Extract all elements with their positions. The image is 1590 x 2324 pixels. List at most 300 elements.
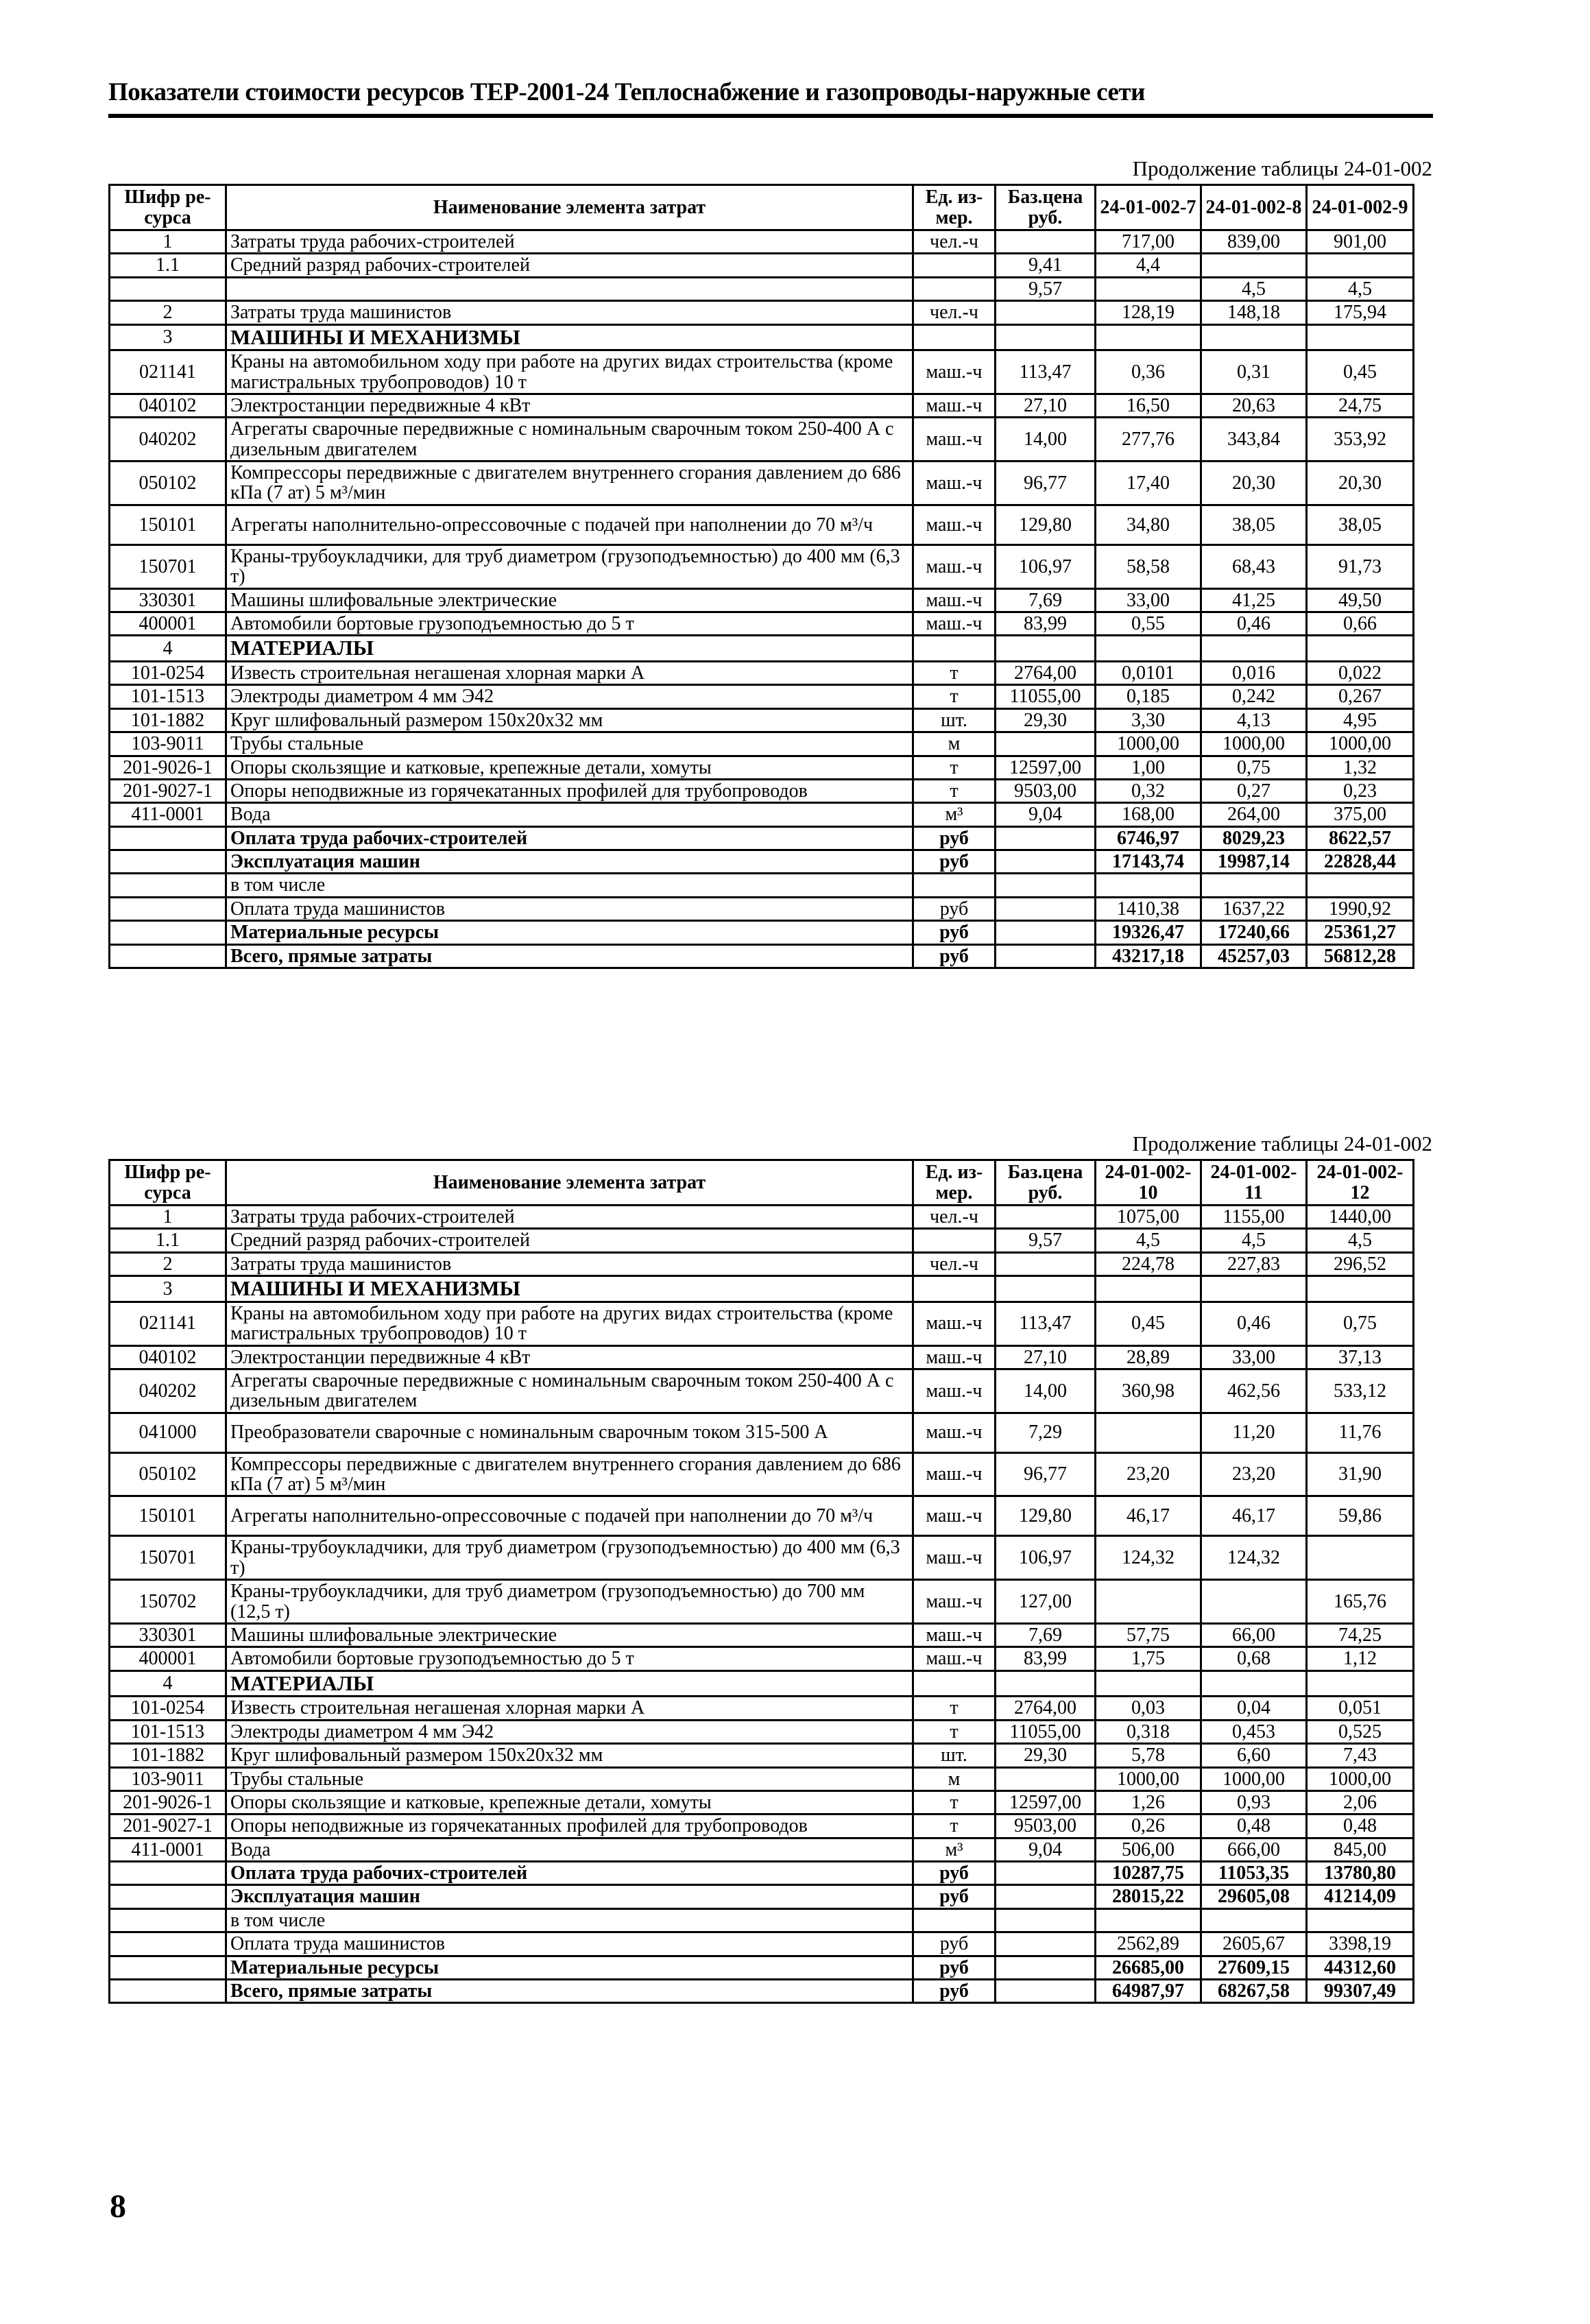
cell-base-price: 2764,00 <box>996 661 1096 684</box>
cell-base-price: 12597,00 <box>996 756 1096 779</box>
cell-value-3: 0,23 <box>1307 779 1414 802</box>
cell-value-2 <box>1201 1908 1307 1932</box>
cell-name: Эксплуатация машин <box>226 850 913 874</box>
cell-code: 150702 <box>110 1580 226 1624</box>
cell-base-price <box>996 921 1096 944</box>
header-code: Шифр ре-сурса <box>110 1160 226 1206</box>
cell-value-2: 0,46 <box>1201 612 1307 636</box>
cell-unit: маш.-ч <box>913 1413 996 1452</box>
cell-code: 101-1882 <box>110 1744 226 1767</box>
cell-base-price <box>996 324 1096 350</box>
cell-value-3: 11,76 <box>1307 1413 1414 1452</box>
table-row <box>110 1956 1414 1979</box>
cell-value-1: 0,45 <box>1096 1302 1201 1345</box>
cell-code: 101-1513 <box>110 685 226 708</box>
cell-value-2: 68,43 <box>1201 544 1307 588</box>
table-row <box>110 944 1414 968</box>
cell-base-price <box>996 850 1096 874</box>
cell-value-3: 1,32 <box>1307 756 1414 779</box>
table-row <box>110 324 1414 350</box>
cell-code: 021141 <box>110 350 226 394</box>
cell-value-1: 1000,00 <box>1096 1767 1201 1790</box>
cell-base-price <box>996 1862 1096 1885</box>
cell-code: 103-9011 <box>110 1767 226 1790</box>
cell-code: 2 <box>110 301 226 324</box>
cell-value-3 <box>1307 1670 1414 1697</box>
cell-value-1: 43217,18 <box>1096 944 1201 968</box>
cell-value-2: 2605,67 <box>1201 1932 1307 1956</box>
table-row <box>110 612 1414 636</box>
cell-value-2 <box>1201 1276 1307 1302</box>
cell-value-2: 38,05 <box>1201 505 1307 544</box>
cell-name: Вода <box>226 1838 913 1861</box>
cell-base-price: 7,29 <box>996 1413 1096 1452</box>
cell-code: 201-9026-1 <box>110 1790 226 1814</box>
cell-unit: маш.-ч <box>913 1647 996 1670</box>
cell-base-price <box>996 1932 1096 1956</box>
table-row <box>110 874 1414 897</box>
cell-code: 3 <box>110 324 226 350</box>
cell-name: Электроды диаметром 4 мм Э42 <box>226 1720 913 1743</box>
table-row <box>110 462 1414 505</box>
cell-name: Машины шлифовальные электрические <box>226 588 913 612</box>
cell-value-2 <box>1201 324 1307 350</box>
cell-unit: маш.-ч <box>913 394 996 417</box>
cell-value-2: 0,93 <box>1201 1790 1307 1814</box>
cell-value-2: 66,00 <box>1201 1624 1307 1647</box>
cell-value-2: 666,00 <box>1201 1838 1307 1861</box>
table-row <box>110 544 1414 588</box>
cell-base-price: 29,30 <box>996 1744 1096 1767</box>
table-row <box>110 1932 1414 1956</box>
header-unit: Ед. из-мер. <box>913 1160 996 1206</box>
cell-unit: маш.-ч <box>913 505 996 544</box>
cell-name: Оплата труда рабочих-строителей <box>226 1862 913 1885</box>
cell-value-2: 0,31 <box>1201 350 1307 394</box>
cell-value-2: 148,18 <box>1201 301 1307 324</box>
table-row <box>110 505 1414 544</box>
cell-unit: руб <box>913 921 996 944</box>
cell-unit: м <box>913 1767 996 1790</box>
cell-unit: чел.-ч <box>913 1252 996 1275</box>
table-row <box>110 1206 1414 1229</box>
cell-value-3: 13780,80 <box>1307 1862 1414 1885</box>
cell-name: Преобразователи сварочные с номинальным сварочным током 315-500 А <box>226 1413 913 1452</box>
cell-code: 050102 <box>110 462 226 505</box>
cell-code <box>110 1885 226 1908</box>
cell-value-1: 0,318 <box>1096 1720 1201 1743</box>
cell-value-1: 19326,47 <box>1096 921 1201 944</box>
cell-value-3 <box>1307 636 1414 662</box>
cell-name: Краны на автомобильном ходу при работе на других видах строительства (кроме магистральных трубопроводов) 10 т <box>226 350 913 394</box>
cell-base-price <box>996 636 1096 662</box>
cell-unit: маш.-ч <box>913 1345 996 1369</box>
cell-value-2: 0,27 <box>1201 779 1307 802</box>
cell-value-3: 0,75 <box>1307 1302 1414 1345</box>
cell-code: 3 <box>110 1276 226 1302</box>
cell-unit <box>913 874 996 897</box>
cell-base-price <box>996 1980 1096 2003</box>
cell-value-1: 17,40 <box>1096 462 1201 505</box>
cell-code: 4 <box>110 636 226 662</box>
cell-value-3: 44312,60 <box>1307 1956 1414 1979</box>
cell-value-3: 175,94 <box>1307 301 1414 324</box>
cell-base-price: 9,57 <box>996 277 1096 300</box>
cell-base-price: 96,77 <box>996 1452 1096 1496</box>
cell-value-1: 16,50 <box>1096 394 1201 417</box>
cell-unit: маш.-ч <box>913 418 996 462</box>
cell-value-3: 296,52 <box>1307 1252 1414 1275</box>
cell-base-price: 83,99 <box>996 1647 1096 1670</box>
cell-name: Электроды диаметром 4 мм Э42 <box>226 685 913 708</box>
cell-name: Краны на автомобильном ходу при работе на других видах строительства (кроме магистральных трубопроводов) 10 т <box>226 1302 913 1345</box>
cell-code <box>110 874 226 897</box>
table-row <box>110 1720 1414 1743</box>
cell-value-2: 8029,23 <box>1201 826 1307 850</box>
cell-value-3: 2,06 <box>1307 1790 1414 1814</box>
cell-name: Оплата труда машинистов <box>226 1932 913 1956</box>
cell-name: Электростанции передвижные 4 кВт <box>226 394 913 417</box>
cell-code: 1.1 <box>110 1229 226 1252</box>
cell-value-1: 26685,00 <box>1096 1956 1201 1979</box>
cell-value-1: 1,26 <box>1096 1790 1201 1814</box>
cell-base-price: 7,69 <box>996 588 1096 612</box>
cell-code: 021141 <box>110 1302 226 1345</box>
table-row <box>110 756 1414 779</box>
cell-code: 050102 <box>110 1452 226 1496</box>
table-row <box>110 1413 1414 1452</box>
cell-code: 400001 <box>110 1647 226 1670</box>
cell-base-price: 96,77 <box>996 462 1096 505</box>
cell-unit: чел.-ч <box>913 230 996 254</box>
cell-base-price: 27,10 <box>996 394 1096 417</box>
cell-base-price <box>996 826 1096 850</box>
cell-value-3 <box>1307 1908 1414 1932</box>
header-name: Наименование элемента затрат <box>226 1160 913 1206</box>
cell-value-1: 168,00 <box>1096 803 1201 826</box>
table-row <box>110 732 1414 756</box>
cell-value-3: 74,25 <box>1307 1624 1414 1647</box>
cell-unit: руб <box>913 1980 996 2003</box>
cell-value-3: 0,267 <box>1307 685 1414 708</box>
cell-value-2 <box>1201 1580 1307 1624</box>
cell-base-price <box>996 874 1096 897</box>
cell-base-price <box>996 732 1096 756</box>
table-row <box>110 1276 1414 1302</box>
header-name: Наименование элемента затрат <box>226 185 913 230</box>
cell-name: Опоры скользящие и катковые, крепежные детали, хомуты <box>226 1790 913 1814</box>
cell-value-3: 22828,44 <box>1307 850 1414 874</box>
cell-name: Трубы стальные <box>226 1767 913 1790</box>
cell-value-3: 1000,00 <box>1307 1767 1414 1790</box>
cell-base-price: 14,00 <box>996 1369 1096 1413</box>
cell-value-3 <box>1307 254 1414 277</box>
header-col-2: 24-01-002-11 <box>1201 1160 1307 1206</box>
cell-code <box>110 1862 226 1885</box>
cell-unit: маш.-ч <box>913 612 996 636</box>
cell-value-1: 1,75 <box>1096 1647 1201 1670</box>
cell-base-price <box>996 1206 1096 1229</box>
cell-name: Всего, прямые затраты <box>226 944 913 968</box>
cell-name: Агрегаты сварочные передвижные с номинальным сварочным током 250-400 А с дизельным двигателем <box>226 1369 913 1413</box>
cell-name: Затраты труда машинистов <box>226 1252 913 1275</box>
cell-value-2: 0,75 <box>1201 756 1307 779</box>
cell-name: Агрегаты наполнительно-опрессовочные с подачей при наполнении до 70 м³/ч <box>226 505 913 544</box>
cell-value-1 <box>1096 277 1201 300</box>
table-row <box>110 803 1414 826</box>
cell-base-price <box>996 1276 1096 1302</box>
table-row <box>110 1838 1414 1861</box>
cell-value-3: 99307,49 <box>1307 1980 1414 2003</box>
cell-value-3: 31,90 <box>1307 1452 1414 1496</box>
cell-value-3: 59,86 <box>1307 1496 1414 1536</box>
cell-unit <box>913 1229 996 1252</box>
cell-value-1: 0,03 <box>1096 1697 1201 1720</box>
table-row <box>110 1229 1414 1252</box>
cell-code: 101-1882 <box>110 708 226 732</box>
cell-name: Затраты труда машинистов <box>226 301 913 324</box>
cell-value-1: 360,98 <box>1096 1369 1201 1413</box>
cell-value-3: 1000,00 <box>1307 732 1414 756</box>
table-row <box>110 921 1414 944</box>
cell-code: 150101 <box>110 505 226 544</box>
cell-value-1 <box>1096 636 1201 662</box>
cell-code <box>110 921 226 944</box>
cell-value-3: 0,051 <box>1307 1697 1414 1720</box>
table-row <box>110 588 1414 612</box>
cell-value-1: 6746,97 <box>1096 826 1201 850</box>
cell-unit: руб <box>913 826 996 850</box>
cell-unit: руб <box>913 944 996 968</box>
cell-code <box>110 1956 226 1979</box>
cell-unit: руб <box>913 850 996 874</box>
cell-unit: м <box>913 732 996 756</box>
cell-value-3: 165,76 <box>1307 1580 1414 1624</box>
cell-value-2: 0,453 <box>1201 1720 1307 1743</box>
cell-code: 040202 <box>110 418 226 462</box>
table-row <box>110 1452 1414 1496</box>
cell-value-2: 11053,35 <box>1201 1862 1307 1885</box>
cell-base-price: 9503,00 <box>996 779 1096 802</box>
cell-value-1 <box>1096 324 1201 350</box>
cell-code: 101-0254 <box>110 661 226 684</box>
cell-code: 103-9011 <box>110 732 226 756</box>
cell-name: Электростанции передвижные 4 кВт <box>226 1345 913 1369</box>
cell-value-3: 3398,19 <box>1307 1932 1414 1956</box>
cell-unit <box>913 1276 996 1302</box>
cell-value-3: 91,73 <box>1307 544 1414 588</box>
cell-unit <box>913 1670 996 1697</box>
cell-name: Опоры неподвижные из горячекатанных профилей для трубопроводов <box>226 779 913 802</box>
cell-base-price: 9503,00 <box>996 1814 1096 1838</box>
table-row <box>110 1697 1414 1720</box>
cell-unit: т <box>913 756 996 779</box>
cell-base-price: 113,47 <box>996 350 1096 394</box>
cell-value-3: 7,43 <box>1307 1744 1414 1767</box>
cell-base-price <box>996 1908 1096 1932</box>
table-row <box>110 779 1414 802</box>
cell-code: 040102 <box>110 1345 226 1369</box>
cell-name: Известь строительная негашеная хлорная марки А <box>226 1697 913 1720</box>
table-row <box>110 1302 1414 1345</box>
cell-unit <box>913 1908 996 1932</box>
table-row <box>110 1814 1414 1838</box>
cell-value-2: 839,00 <box>1201 230 1307 254</box>
cell-name: в том числе <box>226 1908 913 1932</box>
cell-name: Компрессоры передвижные с двигателем внутреннего сгорания давлением до 686 кПа (7 ат) 5 м³/мин <box>226 1452 913 1496</box>
cell-value-1: 28,89 <box>1096 1345 1201 1369</box>
cell-value-2: 41,25 <box>1201 588 1307 612</box>
cell-name: в том числе <box>226 874 913 897</box>
cell-name: Краны-трубоукладчики, для труб диаметром (грузоподъемностью) до 700 мм (12,5 т) <box>226 1580 913 1624</box>
cell-value-2: 0,016 <box>1201 661 1307 684</box>
cell-name: Средний разряд рабочих-строителей <box>226 1229 913 1252</box>
cell-value-1: 1,00 <box>1096 756 1201 779</box>
cell-unit: руб <box>913 1932 996 1956</box>
cell-code <box>110 826 226 850</box>
cell-code: 150701 <box>110 1536 226 1580</box>
cell-value-2: 20,30 <box>1201 462 1307 505</box>
cell-code: 1 <box>110 230 226 254</box>
cell-value-1: 5,78 <box>1096 1744 1201 1767</box>
table-row <box>110 1767 1414 1790</box>
cell-code: 150701 <box>110 544 226 588</box>
cell-code: 201-9027-1 <box>110 779 226 802</box>
cell-code: 1 <box>110 1206 226 1229</box>
cell-unit: т <box>913 1720 996 1743</box>
table-row <box>110 1670 1414 1697</box>
cell-value-2: 264,00 <box>1201 803 1307 826</box>
cell-name: Затраты труда рабочих-строителей <box>226 1206 913 1229</box>
cell-base-price <box>996 1252 1096 1275</box>
cell-code: 201-9026-1 <box>110 756 226 779</box>
cell-value-2: 23,20 <box>1201 1452 1307 1496</box>
table-row <box>110 1790 1414 1814</box>
cell-value-1: 277,76 <box>1096 418 1201 462</box>
cell-value-2: 343,84 <box>1201 418 1307 462</box>
cell-base-price: 27,10 <box>996 1345 1096 1369</box>
cell-code: 101-1513 <box>110 1720 226 1743</box>
cell-base-price <box>996 301 1096 324</box>
table-row <box>110 1369 1414 1413</box>
cell-value-1 <box>1096 874 1201 897</box>
cell-value-2: 462,56 <box>1201 1369 1307 1413</box>
table-row <box>110 1647 1414 1670</box>
cell-value-1: 224,78 <box>1096 1252 1201 1275</box>
cell-code <box>110 1908 226 1932</box>
cell-base-price <box>996 1670 1096 1697</box>
cell-base-price: 129,80 <box>996 505 1096 544</box>
cell-value-3: 41214,09 <box>1307 1885 1414 1908</box>
cell-base-price: 12597,00 <box>996 1790 1096 1814</box>
cell-unit: шт. <box>913 708 996 732</box>
cell-name: МАШИНЫ И МЕХАНИЗМЫ <box>226 324 913 350</box>
cell-unit: маш.-ч <box>913 1580 996 1624</box>
cell-name: Трубы стальные <box>226 732 913 756</box>
header-col-3: 24-01-002-9 <box>1307 185 1414 230</box>
cell-value-1: 23,20 <box>1096 1452 1201 1496</box>
cell-value-3: 20,30 <box>1307 462 1414 505</box>
cell-value-2: 0,68 <box>1201 1647 1307 1670</box>
cell-value-3: 1440,00 <box>1307 1206 1414 1229</box>
cell-value-1: 10287,75 <box>1096 1862 1201 1885</box>
cell-base-price: 9,04 <box>996 803 1096 826</box>
cell-name: Опоры неподвижные из горячекатанных профилей для трубопроводов <box>226 1814 913 1838</box>
cell-base-price: 11055,00 <box>996 1720 1096 1743</box>
cell-name: Автомобили бортовые грузоподъемностью до 5 т <box>226 612 913 636</box>
cell-value-2: 0,48 <box>1201 1814 1307 1838</box>
cell-value-1: 3,30 <box>1096 708 1201 732</box>
cell-unit: маш.-ч <box>913 1452 996 1496</box>
cell-value-1 <box>1096 1276 1201 1302</box>
cell-value-2 <box>1201 636 1307 662</box>
header-col-2: 24-01-002-8 <box>1201 185 1307 230</box>
cell-unit: чел.-ч <box>913 301 996 324</box>
cell-base-price: 9,04 <box>996 1838 1096 1861</box>
cell-value-2: 1637,22 <box>1201 897 1307 920</box>
cell-value-2: 1000,00 <box>1201 1767 1307 1790</box>
cell-base-price <box>996 1885 1096 1908</box>
cell-name: Всего, прямые затраты <box>226 1980 913 2003</box>
cell-value-1: 0,36 <box>1096 350 1201 394</box>
cell-name: Известь строительная негашеная хлорная марки А <box>226 661 913 684</box>
cell-value-3: 0,48 <box>1307 1814 1414 1838</box>
cell-base-price <box>996 897 1096 920</box>
cell-unit: маш.-ч <box>913 1624 996 1647</box>
cell-value-2: 11,20 <box>1201 1413 1307 1452</box>
cell-value-1: 17143,74 <box>1096 850 1201 874</box>
cell-value-3: 845,00 <box>1307 1838 1414 1861</box>
header-col-3: 24-01-002-12 <box>1307 1160 1414 1206</box>
cell-unit: маш.-ч <box>913 1496 996 1536</box>
cell-unit: маш.-ч <box>913 1302 996 1345</box>
table-row <box>110 685 1414 708</box>
cell-code <box>110 1932 226 1956</box>
cell-value-1: 0,0101 <box>1096 661 1201 684</box>
cell-base-price: 9,57 <box>996 1229 1096 1252</box>
cell-value-1: 34,80 <box>1096 505 1201 544</box>
continuation-label-2: Продолжение таблицы 24-01-002 <box>1132 1131 1432 1155</box>
cell-value-1 <box>1096 1908 1201 1932</box>
cell-value-2: 29605,08 <box>1201 1885 1307 1908</box>
table-row <box>110 850 1414 874</box>
cell-code <box>110 850 226 874</box>
cell-unit: т <box>913 661 996 684</box>
cell-name: МАШИНЫ И МЕХАНИЗМЫ <box>226 1276 913 1302</box>
header-rule <box>108 114 1433 118</box>
cell-code: 400001 <box>110 612 226 636</box>
cell-value-1: 46,17 <box>1096 1496 1201 1536</box>
cell-value-1: 1410,38 <box>1096 897 1201 920</box>
page-number: 8 <box>110 2188 126 2225</box>
cell-name: Автомобили бортовые грузоподъемностью до 5 т <box>226 1647 913 1670</box>
cell-unit: м³ <box>913 803 996 826</box>
cell-name: Круг шлифовальный размером 150х20х32 мм <box>226 1744 913 1767</box>
cell-code: 101-0254 <box>110 1697 226 1720</box>
cell-value-2: 46,17 <box>1201 1496 1307 1536</box>
header-unit: Ед. из-мер. <box>913 185 996 230</box>
cell-name: Оплата труда машинистов <box>226 897 913 920</box>
cell-value-1: 64987,97 <box>1096 1980 1201 2003</box>
cell-unit <box>913 277 996 300</box>
cell-name: Агрегаты сварочные передвижные с номинальным сварочным током 250-400 А с дизельным двигателем <box>226 418 913 462</box>
table-row <box>110 1885 1414 1908</box>
cell-value-3: 0,66 <box>1307 612 1414 636</box>
cell-value-3 <box>1307 874 1414 897</box>
cell-unit <box>913 636 996 662</box>
cell-base-price: 113,47 <box>996 1302 1096 1345</box>
cell-value-3: 25361,27 <box>1307 921 1414 944</box>
